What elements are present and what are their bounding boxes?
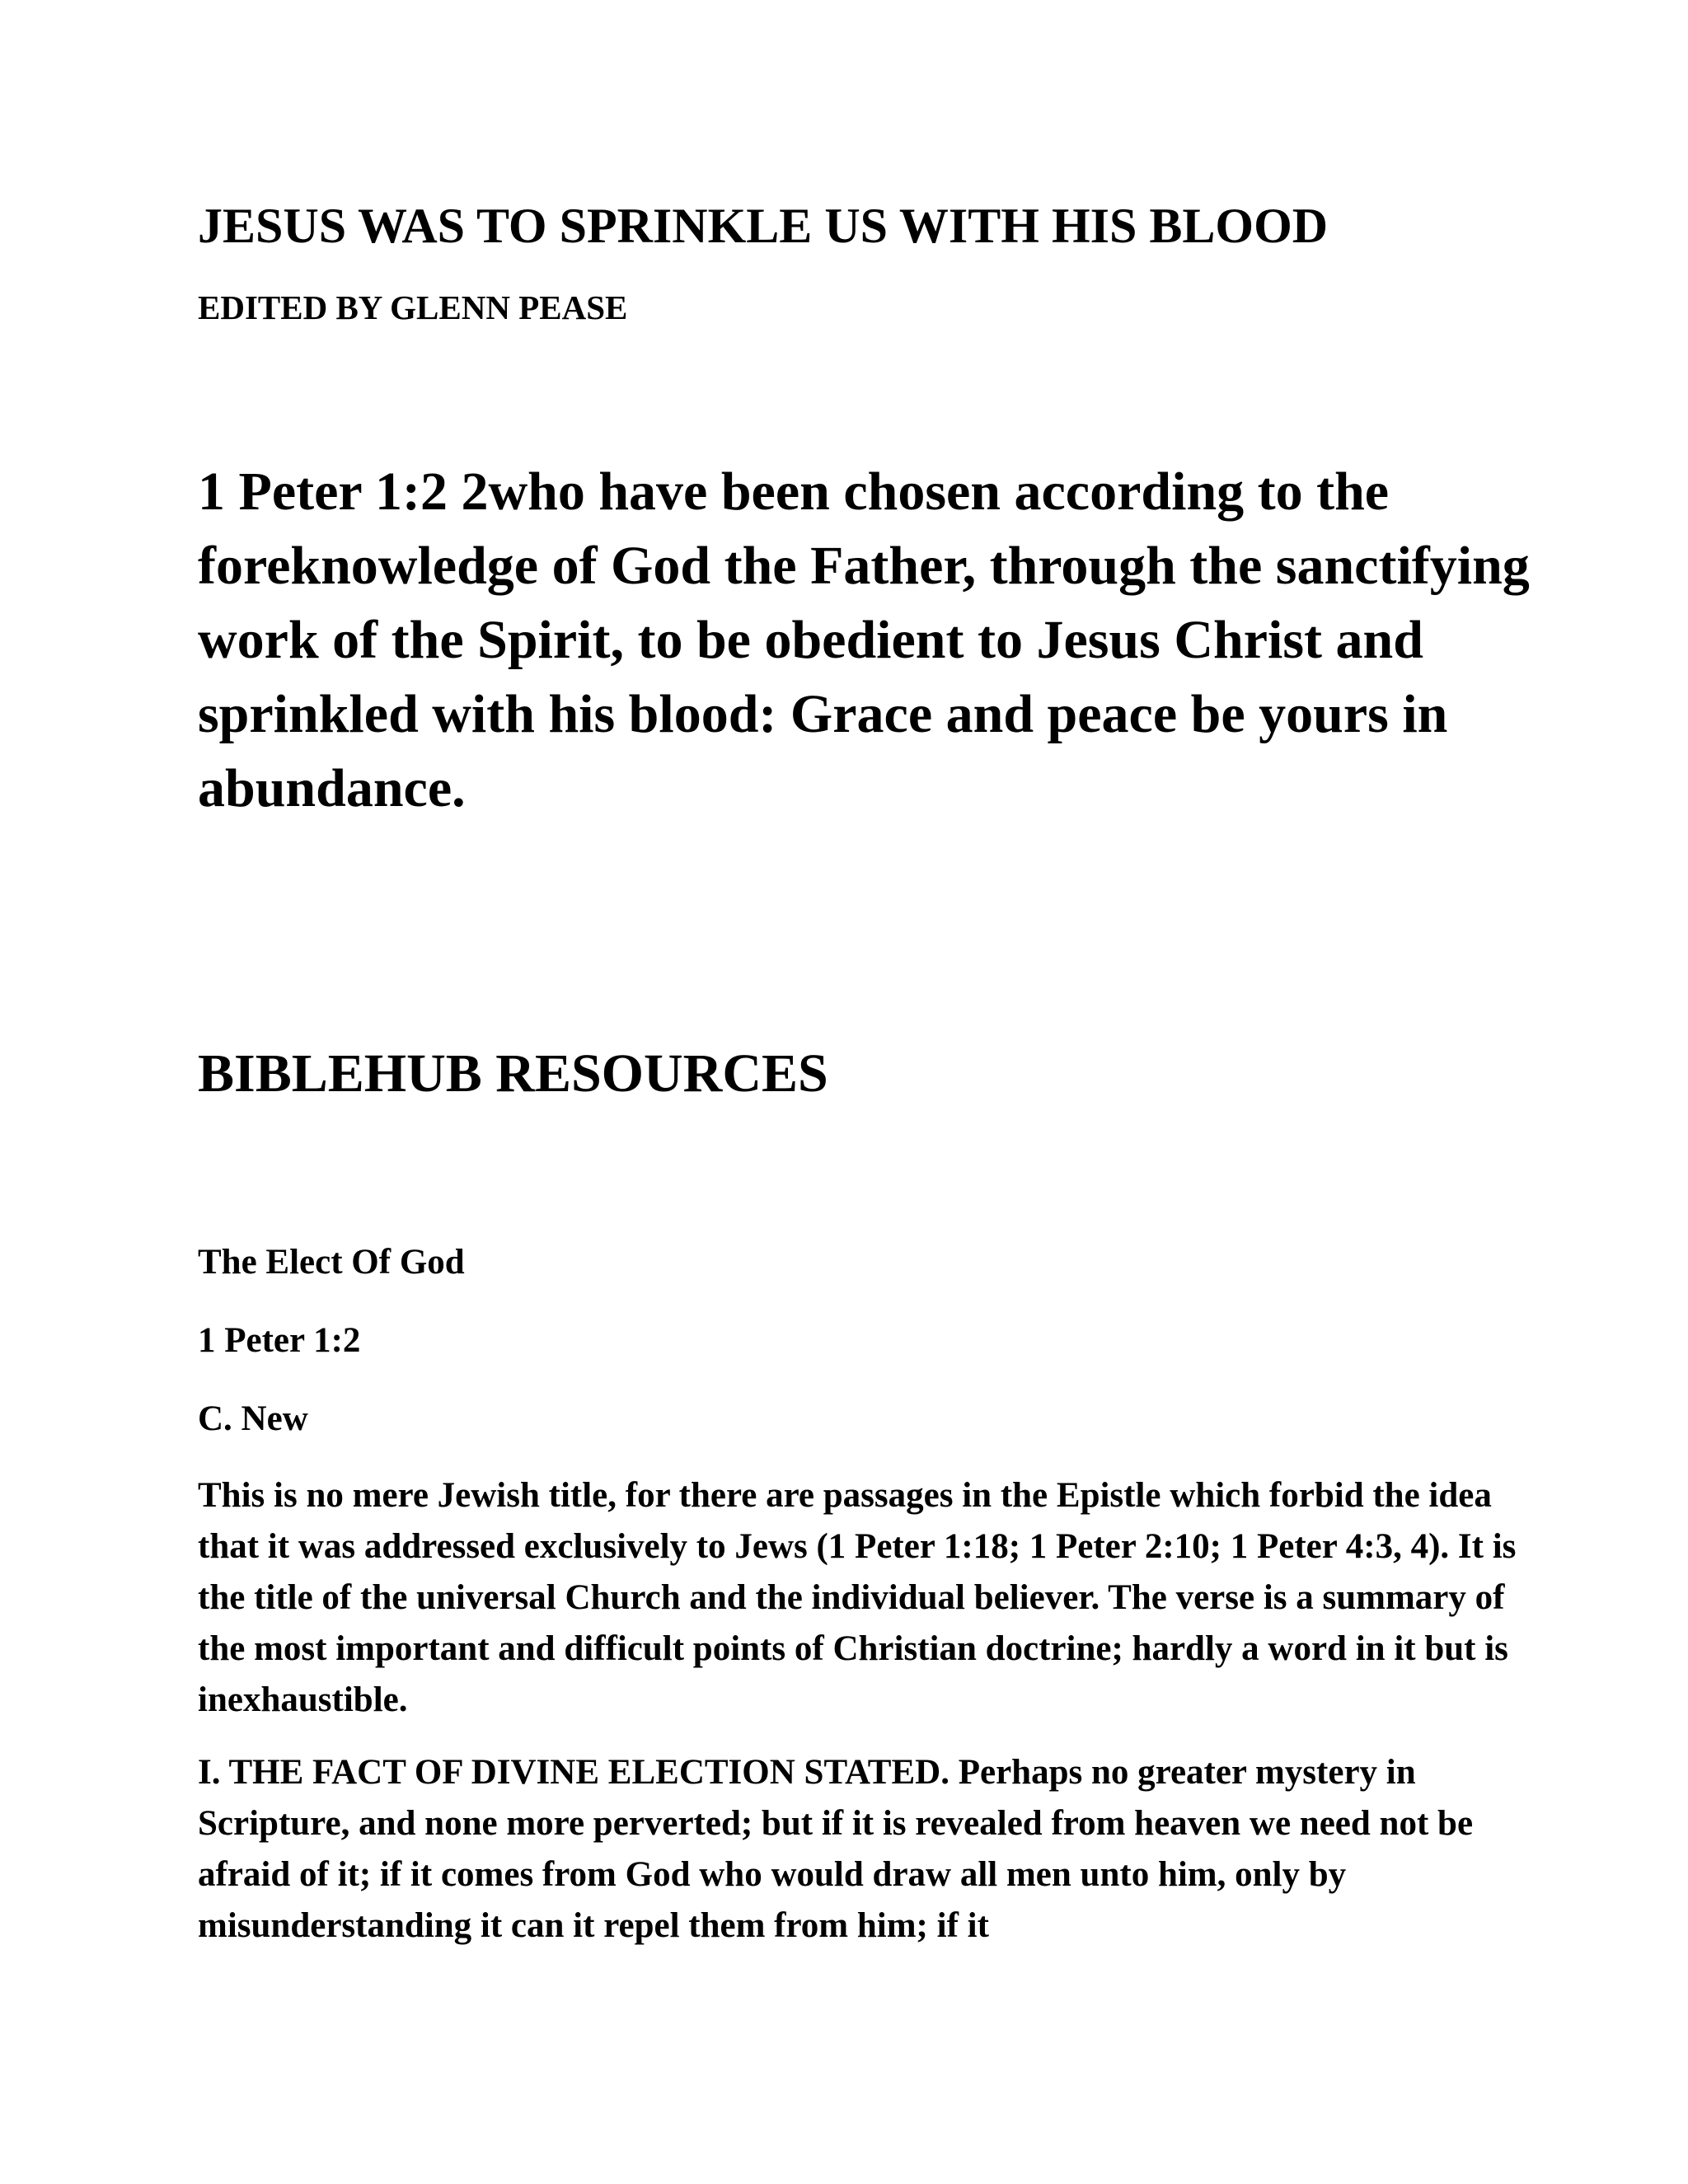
document-editor: EDITED BY GLENN PEASE (198, 288, 628, 326)
sermon-title: The Elect Of God (198, 1243, 465, 1282)
body-paragraph: I. THE FACT OF DIVINE ELECTION STATED. Perhaps no greater mystery in Scripture, and none more perverted; but if it is revealed from heaven we need not be afraid of it; if it comes from God who would draw all men unto him, only by misunderstanding it can it repel them from him; if it (198, 1753, 1474, 1945)
sermon-author: C. New (198, 1399, 308, 1438)
scripture-passage: 1 Peter 1:2 2who have been chosen according to the foreknowledge of God the Father, through the sanctifying work of the Spirit, to be obedient to Jesus Christ and sprinkled with his blood: Grace and peace be yours in abundance. (198, 462, 1530, 818)
document-title: JESUS WAS TO SPRINKLE US WITH HIS BLOOD (198, 199, 1329, 253)
sermon-reference: 1 Peter 1:2 (198, 1321, 361, 1360)
body-paragraph: This is no mere Jewish title, for there are passages in the Epistle which forbid the idea that it was addressed exclusively to Jews (1 Peter 1:18; 1 Peter 2:10; 1 Peter 4:3, 4). It is the title of the universal Church and the individual believer. The verse is a summary of the most important and difficult points of Christian doctrine; hardly a word in it but is inexhaustible. (198, 1476, 1517, 1719)
section-heading: BIBLEHUB RESOURCES (198, 1043, 828, 1104)
